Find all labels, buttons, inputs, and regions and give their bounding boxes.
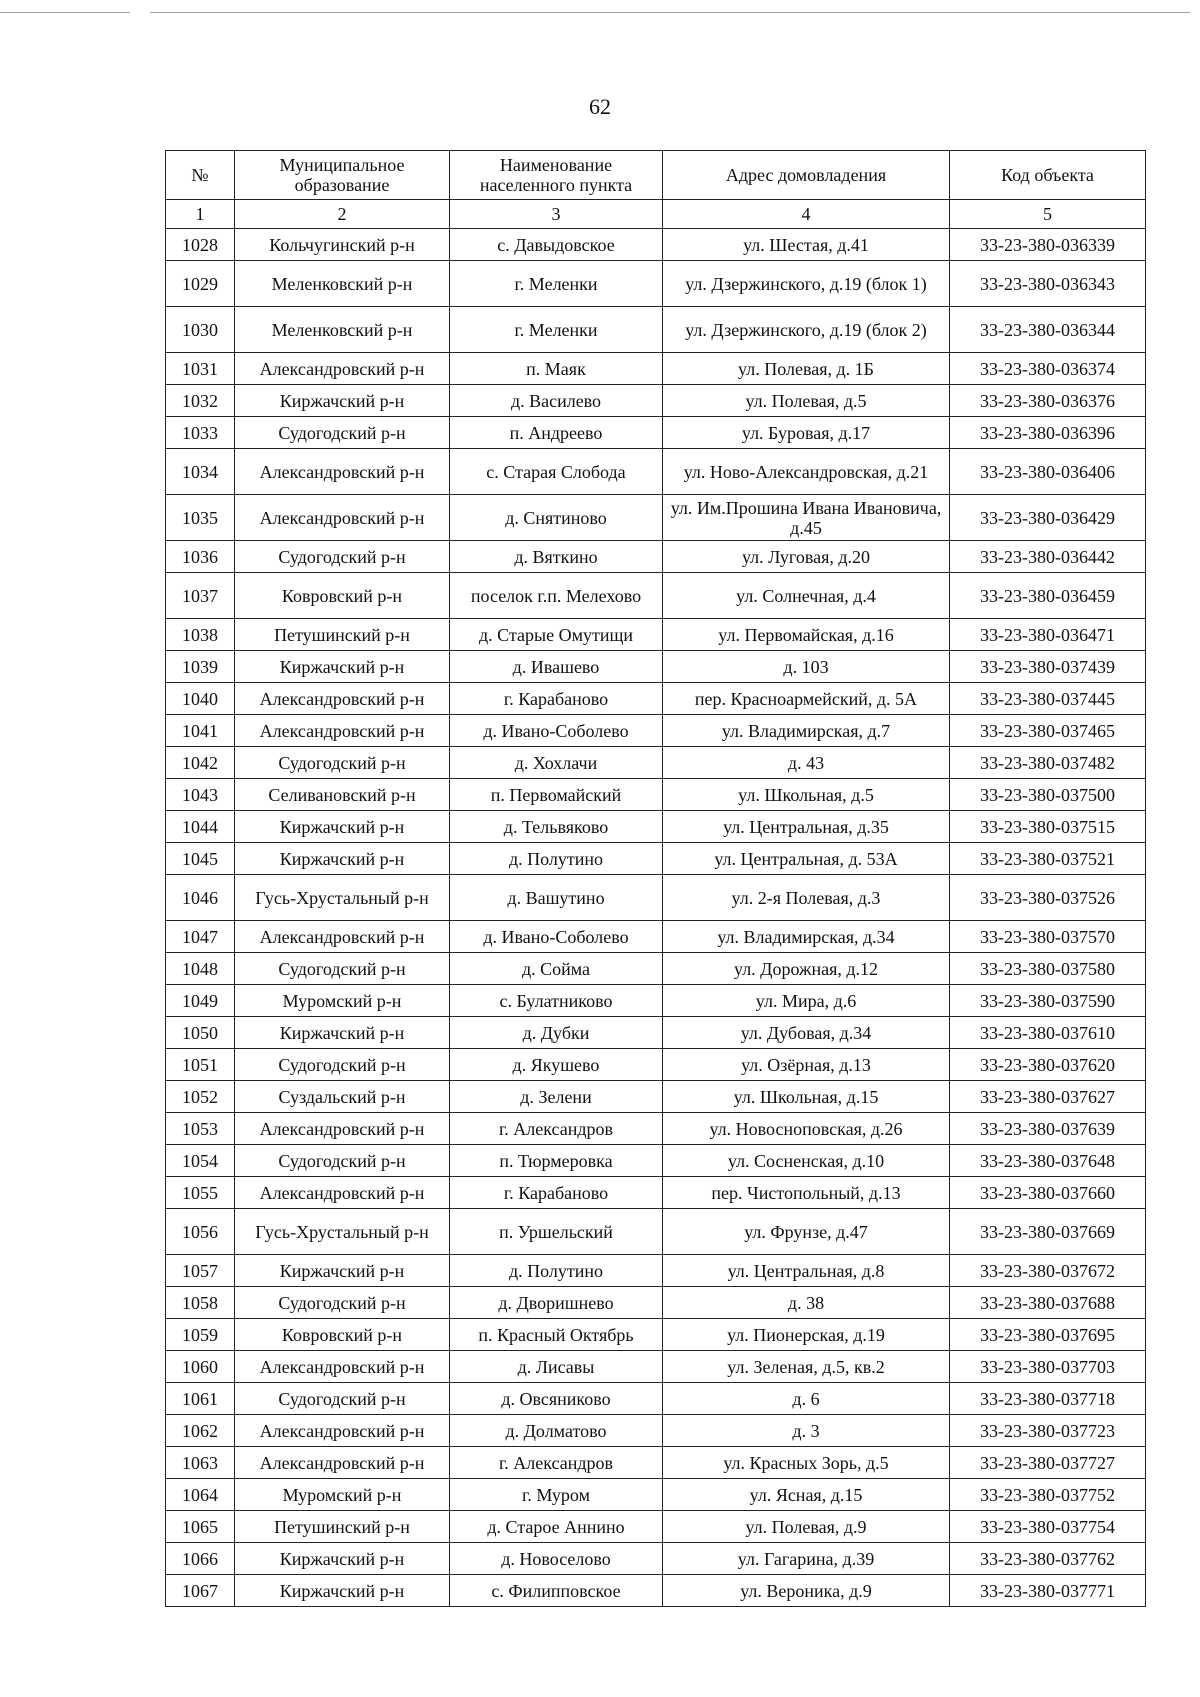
table-row bbox=[166, 779, 1146, 811]
object-code-cell: 33-23-380-037570 bbox=[950, 921, 1146, 953]
settlement-cell: г. Александров bbox=[450, 1447, 663, 1479]
settlement-cell: д. Тельвяково bbox=[450, 811, 663, 843]
scan-edge-line-left bbox=[0, 12, 130, 13]
row-number-cell: 1058 bbox=[166, 1287, 235, 1319]
table-row bbox=[166, 1383, 1146, 1415]
address-cell: пер. Красноармейский, д. 5А bbox=[663, 683, 950, 715]
row-number-cell: 1061 bbox=[166, 1383, 235, 1415]
address-cell: ул. Дорожная, д.12 bbox=[663, 953, 950, 985]
object-code-cell: 33-23-380-037439 bbox=[950, 651, 1146, 683]
municipality-cell: Александровский р-н bbox=[235, 1351, 450, 1383]
settlement-cell: д. Ивашево bbox=[450, 651, 663, 683]
address-cell: ул. Вероника, д.9 bbox=[663, 1575, 950, 1607]
column-number: 5 bbox=[950, 200, 1146, 229]
table-row bbox=[166, 353, 1146, 385]
row-number-cell: 1043 bbox=[166, 779, 235, 811]
row-number-cell: 1064 bbox=[166, 1479, 235, 1511]
object-code-cell: 33-23-380-036344 bbox=[950, 307, 1146, 353]
address-cell: пер. Чистопольный, д.13 bbox=[663, 1177, 950, 1209]
column-number: 4 bbox=[663, 200, 950, 229]
address-cell: ул. Зеленая, д.5, кв.2 bbox=[663, 1351, 950, 1383]
table-row bbox=[166, 1017, 1146, 1049]
row-number-cell: 1033 bbox=[166, 417, 235, 449]
settlement-cell: г. Карабаново bbox=[450, 683, 663, 715]
row-number-cell: 1066 bbox=[166, 1543, 235, 1575]
object-code-cell: 33-23-380-037500 bbox=[950, 779, 1146, 811]
row-number-cell: 1041 bbox=[166, 715, 235, 747]
address-cell: ул. Ясная, д.15 bbox=[663, 1479, 950, 1511]
address-cell: ул. Центральная, д. 53А bbox=[663, 843, 950, 875]
object-code-cell: 33-23-380-037695 bbox=[950, 1319, 1146, 1351]
address-cell: ул. Первомайская, д.16 bbox=[663, 619, 950, 651]
table-row bbox=[166, 261, 1146, 307]
settlement-cell: п. Тюрмеровка bbox=[450, 1145, 663, 1177]
municipality-cell: Муромский р-н bbox=[235, 1479, 450, 1511]
table-row bbox=[166, 1447, 1146, 1479]
address-cell: ул. Владимирская, д.34 bbox=[663, 921, 950, 953]
address-cell: ул. Полевая, д.9 bbox=[663, 1511, 950, 1543]
object-code-cell: 33-23-380-036374 bbox=[950, 353, 1146, 385]
settlement-cell: д. Долматово bbox=[450, 1415, 663, 1447]
row-number-cell: 1063 bbox=[166, 1447, 235, 1479]
settlement-cell: п. Маяк bbox=[450, 353, 663, 385]
settlement-cell: д. Василево bbox=[450, 385, 663, 417]
municipality-cell: Меленковский р-н bbox=[235, 261, 450, 307]
municipality-cell: Киржачский р-н bbox=[235, 811, 450, 843]
address-cell: ул. Гагарина, д.39 bbox=[663, 1543, 950, 1575]
row-number-cell: 1030 bbox=[166, 307, 235, 353]
table-row bbox=[166, 449, 1146, 495]
object-code-cell: 33-23-380-036343 bbox=[950, 261, 1146, 307]
object-code-cell: 33-23-380-037771 bbox=[950, 1575, 1146, 1607]
object-code-cell: 33-23-380-037727 bbox=[950, 1447, 1146, 1479]
object-code-cell: 33-23-380-037754 bbox=[950, 1511, 1146, 1543]
row-number-cell: 1032 bbox=[166, 385, 235, 417]
object-code-cell: 33-23-380-037627 bbox=[950, 1081, 1146, 1113]
table-row bbox=[166, 1415, 1146, 1447]
row-number-cell: 1051 bbox=[166, 1049, 235, 1081]
table-row bbox=[166, 1145, 1146, 1177]
row-number-cell: 1067 bbox=[166, 1575, 235, 1607]
municipality-cell: Александровский р-н bbox=[235, 715, 450, 747]
municipality-cell: Ковровский р-н bbox=[235, 1319, 450, 1351]
settlement-cell: с. Давыдовское bbox=[450, 229, 663, 261]
object-code-cell: 33-23-380-037672 bbox=[950, 1255, 1146, 1287]
object-code-cell: 33-23-380-037688 bbox=[950, 1287, 1146, 1319]
row-number-cell: 1046 bbox=[166, 875, 235, 921]
settlement-cell: д. Вяткино bbox=[450, 541, 663, 573]
settlement-cell: с. Филипповское bbox=[450, 1575, 663, 1607]
row-number-cell: 1049 bbox=[166, 985, 235, 1017]
settlement-cell: г. Карабаново bbox=[450, 1177, 663, 1209]
table-row bbox=[166, 811, 1146, 843]
address-cell: ул. Луговая, д.20 bbox=[663, 541, 950, 573]
municipality-cell: Судогодский р-н bbox=[235, 1145, 450, 1177]
column-number: 2 bbox=[235, 200, 450, 229]
object-code-cell: 33-23-380-036442 bbox=[950, 541, 1146, 573]
settlement-cell: д. Зелени bbox=[450, 1081, 663, 1113]
table-row bbox=[166, 1177, 1146, 1209]
settlement-cell: д. Старые Омутищи bbox=[450, 619, 663, 651]
object-code-cell: 33-23-380-037660 bbox=[950, 1177, 1146, 1209]
settlement-cell: д. Хохлачи bbox=[450, 747, 663, 779]
address-cell: д. 43 bbox=[663, 747, 950, 779]
table-row bbox=[166, 1319, 1146, 1351]
table-row bbox=[166, 619, 1146, 651]
settlement-cell: г. Александров bbox=[450, 1113, 663, 1145]
table-row bbox=[166, 1255, 1146, 1287]
municipality-cell: Киржачский р-н bbox=[235, 843, 450, 875]
row-number-cell: 1034 bbox=[166, 449, 235, 495]
address-cell: ул. Пионерская, д.19 bbox=[663, 1319, 950, 1351]
settlement-cell: д. Дубки bbox=[450, 1017, 663, 1049]
row-number-cell: 1045 bbox=[166, 843, 235, 875]
object-code-cell: 33-23-380-037762 bbox=[950, 1543, 1146, 1575]
address-cell: ул. Полевая, д. 1Б bbox=[663, 353, 950, 385]
table-row bbox=[166, 1209, 1146, 1255]
object-code-cell: 33-23-380-037620 bbox=[950, 1049, 1146, 1081]
object-code-cell: 33-23-380-037580 bbox=[950, 953, 1146, 985]
municipality-cell: Александровский р-н bbox=[235, 1447, 450, 1479]
object-code-cell: 33-23-380-036471 bbox=[950, 619, 1146, 651]
municipality-cell: Судогодский р-н bbox=[235, 541, 450, 573]
object-code-cell: 33-23-380-037526 bbox=[950, 875, 1146, 921]
header-object-code: Код объекта bbox=[950, 151, 1146, 200]
table-row bbox=[166, 1543, 1146, 1575]
object-code-cell: 33-23-380-036396 bbox=[950, 417, 1146, 449]
table-body bbox=[166, 229, 1146, 1607]
object-code-cell: 33-23-380-037723 bbox=[950, 1415, 1146, 1447]
table-row bbox=[166, 1081, 1146, 1113]
municipality-cell: Меленковский р-н bbox=[235, 307, 450, 353]
settlement-cell: п. Первомайский bbox=[450, 779, 663, 811]
municipality-cell: Судогодский р-н bbox=[235, 1383, 450, 1415]
row-number-cell: 1059 bbox=[166, 1319, 235, 1351]
address-cell: ул. Сосненская, д.10 bbox=[663, 1145, 950, 1177]
settlement-cell: г. Меленки bbox=[450, 261, 663, 307]
row-number-cell: 1052 bbox=[166, 1081, 235, 1113]
settlement-cell: д. Вашутино bbox=[450, 875, 663, 921]
object-code-cell: 33-23-380-037465 bbox=[950, 715, 1146, 747]
settlement-cell: д. Ивано-Соболево bbox=[450, 715, 663, 747]
object-code-cell: 33-23-380-036376 bbox=[950, 385, 1146, 417]
address-cell: ул. Красных Зорь, д.5 bbox=[663, 1447, 950, 1479]
municipality-cell: Муромский р-н bbox=[235, 985, 450, 1017]
table-row bbox=[166, 417, 1146, 449]
row-number-cell: 1062 bbox=[166, 1415, 235, 1447]
object-code-cell: 33-23-380-037521 bbox=[950, 843, 1146, 875]
settlement-cell: д. Старое Аннино bbox=[450, 1511, 663, 1543]
settlement-cell: п. Андреево bbox=[450, 417, 663, 449]
municipality-cell: Киржачский р-н bbox=[235, 385, 450, 417]
municipality-cell: Александровский р-н bbox=[235, 353, 450, 385]
municipality-cell: Судогодский р-н bbox=[235, 1049, 450, 1081]
municipality-cell: Александровский р-н bbox=[235, 1177, 450, 1209]
row-number-cell: 1042 bbox=[166, 747, 235, 779]
row-number-cell: 1044 bbox=[166, 811, 235, 843]
object-code-cell: 33-23-380-037703 bbox=[950, 1351, 1146, 1383]
settlement-cell: д. Снятиново bbox=[450, 495, 663, 541]
municipality-cell: Киржачский р-н bbox=[235, 651, 450, 683]
address-cell: ул. Озёрная, д.13 bbox=[663, 1049, 950, 1081]
object-code-cell: 33-23-380-037648 bbox=[950, 1145, 1146, 1177]
row-number-cell: 1035 bbox=[166, 495, 235, 541]
municipality-cell: Александровский р-н bbox=[235, 921, 450, 953]
row-number-cell: 1056 bbox=[166, 1209, 235, 1255]
address-cell: ул. Полевая, д.5 bbox=[663, 385, 950, 417]
settlement-cell: г. Меленки bbox=[450, 307, 663, 353]
object-code-cell: 33-23-380-036459 bbox=[950, 573, 1146, 619]
object-code-cell: 33-23-380-036429 bbox=[950, 495, 1146, 541]
object-code-cell: 33-23-380-037610 bbox=[950, 1017, 1146, 1049]
settlement-cell: д. Ивано-Соболево bbox=[450, 921, 663, 953]
row-number-cell: 1060 bbox=[166, 1351, 235, 1383]
table-row bbox=[166, 229, 1146, 261]
address-cell: ул. Владимирская, д.7 bbox=[663, 715, 950, 747]
municipality-cell: Киржачский р-н bbox=[235, 1255, 450, 1287]
row-number-cell: 1036 bbox=[166, 541, 235, 573]
address-cell: ул. Им.Прошина Ивана Ивановича, д.45 bbox=[663, 495, 950, 541]
address-cell: ул. Мира, д.6 bbox=[663, 985, 950, 1017]
table-row bbox=[166, 1287, 1146, 1319]
table-row bbox=[166, 843, 1146, 875]
address-cell: д. 3 bbox=[663, 1415, 950, 1447]
settlement-cell: г. Муром bbox=[450, 1479, 663, 1511]
page-number: 62 bbox=[589, 94, 611, 119]
address-cell: ул. Школьная, д.15 bbox=[663, 1081, 950, 1113]
table-row bbox=[166, 715, 1146, 747]
municipality-cell: Петушинский р-н bbox=[235, 619, 450, 651]
settlement-cell: д. Полутино bbox=[450, 1255, 663, 1287]
municipality-cell: Александровский р-н bbox=[235, 495, 450, 541]
row-number-cell: 1050 bbox=[166, 1017, 235, 1049]
object-code-cell: 33-23-380-037590 bbox=[950, 985, 1146, 1017]
table-row bbox=[166, 953, 1146, 985]
table-row bbox=[166, 1575, 1146, 1607]
table-row bbox=[166, 573, 1146, 619]
table-row bbox=[166, 541, 1146, 573]
table-row bbox=[166, 921, 1146, 953]
address-cell: ул. Буровая, д.17 bbox=[663, 417, 950, 449]
table-row bbox=[166, 1351, 1146, 1383]
column-number: 3 bbox=[450, 200, 663, 229]
row-number-cell: 1055 bbox=[166, 1177, 235, 1209]
municipality-cell: Судогодский р-н bbox=[235, 747, 450, 779]
address-cell: ул. Солнечная, д.4 bbox=[663, 573, 950, 619]
object-code-cell: 33-23-380-037752 bbox=[950, 1479, 1146, 1511]
row-number-cell: 1039 bbox=[166, 651, 235, 683]
table-row bbox=[166, 495, 1146, 541]
row-number-cell: 1047 bbox=[166, 921, 235, 953]
object-code-cell: 33-23-380-037639 bbox=[950, 1113, 1146, 1145]
municipality-cell: Киржачский р-н bbox=[235, 1017, 450, 1049]
row-number-cell: 1040 bbox=[166, 683, 235, 715]
table-header bbox=[166, 151, 1146, 229]
row-number-cell: 1031 bbox=[166, 353, 235, 385]
municipality-cell: Киржачский р-н bbox=[235, 1575, 450, 1607]
column-number: 1 bbox=[166, 200, 235, 229]
address-cell: ул. Центральная, д.8 bbox=[663, 1255, 950, 1287]
scan-edge-line-right bbox=[150, 12, 1190, 13]
table-row bbox=[166, 875, 1146, 921]
address-cell: ул. Школьная, д.5 bbox=[663, 779, 950, 811]
registry-table bbox=[165, 150, 1146, 1607]
row-number-cell: 1028 bbox=[166, 229, 235, 261]
address-cell: д. 103 bbox=[663, 651, 950, 683]
address-cell: ул. Фрунзе, д.47 bbox=[663, 1209, 950, 1255]
row-number-cell: 1065 bbox=[166, 1511, 235, 1543]
municipality-cell: Гусь-Хрустальный р-н bbox=[235, 875, 450, 921]
settlement-cell: д. Сойма bbox=[450, 953, 663, 985]
municipality-cell: Петушинский р-н bbox=[235, 1511, 450, 1543]
address-cell: ул. Новоснопoвская, д.26 bbox=[663, 1113, 950, 1145]
row-number-cell: 1038 bbox=[166, 619, 235, 651]
settlement-cell: д. Новоселово bbox=[450, 1543, 663, 1575]
municipality-cell: Киржачский р-н bbox=[235, 1543, 450, 1575]
settlement-cell: с. Булатниково bbox=[450, 985, 663, 1017]
table-row bbox=[166, 651, 1146, 683]
address-cell: ул. Ново-Александровская, д.21 bbox=[663, 449, 950, 495]
table-row bbox=[166, 747, 1146, 779]
settlement-cell: д. Овсяниково bbox=[450, 1383, 663, 1415]
row-number-cell: 1048 bbox=[166, 953, 235, 985]
row-number-cell: 1054 bbox=[166, 1145, 235, 1177]
object-code-cell: 33-23-380-037718 bbox=[950, 1383, 1146, 1415]
table-row bbox=[166, 1511, 1146, 1543]
settlement-cell: д. Якушево bbox=[450, 1049, 663, 1081]
address-cell: ул. Дзержинского, д.19 (блок 2) bbox=[663, 307, 950, 353]
object-code-cell: 33-23-380-036406 bbox=[950, 449, 1146, 495]
settlement-cell: д. Дворишнево bbox=[450, 1287, 663, 1319]
settlement-cell: п. Уршельский bbox=[450, 1209, 663, 1255]
settlement-cell: д. Полутино bbox=[450, 843, 663, 875]
municipality-cell: Селивановский р-н bbox=[235, 779, 450, 811]
municipality-cell: Александровский р-н bbox=[235, 1113, 450, 1145]
settlement-cell: п. Красный Октябрь bbox=[450, 1319, 663, 1351]
municipality-cell: Александровский р-н bbox=[235, 1415, 450, 1447]
address-cell: ул. 2-я Полевая, д.3 bbox=[663, 875, 950, 921]
object-code-cell: 33-23-380-037445 bbox=[950, 683, 1146, 715]
municipality-cell: Кольчугинский р-н bbox=[235, 229, 450, 261]
object-code-cell: 33-23-380-037669 bbox=[950, 1209, 1146, 1255]
settlement-cell: д. Лисавы bbox=[450, 1351, 663, 1383]
municipality-cell: Суздальский р-н bbox=[235, 1081, 450, 1113]
address-cell: ул. Дубовая, д.34 bbox=[663, 1017, 950, 1049]
table-row bbox=[166, 307, 1146, 353]
settlement-cell: с. Старая Слобода bbox=[450, 449, 663, 495]
header-settlement: Наименование населенного пункта bbox=[450, 151, 663, 200]
municipality-cell: Судогодский р-н bbox=[235, 953, 450, 985]
municipality-cell: Гусь-Хрустальный р-н bbox=[235, 1209, 450, 1255]
table-row bbox=[166, 1113, 1146, 1145]
row-number-cell: 1053 bbox=[166, 1113, 235, 1145]
row-number-cell: 1057 bbox=[166, 1255, 235, 1287]
header-municipality: Муниципальное образование bbox=[235, 151, 450, 200]
row-number-cell: 1029 bbox=[166, 261, 235, 307]
address-cell: ул. Шестая, д.41 bbox=[663, 229, 950, 261]
header-number: № bbox=[166, 151, 235, 200]
table-row bbox=[166, 683, 1146, 715]
object-code-cell: 33-23-380-037482 bbox=[950, 747, 1146, 779]
municipality-cell: Александровский р-н bbox=[235, 683, 450, 715]
municipality-cell: Ковровский р-н bbox=[235, 573, 450, 619]
object-code-cell: 33-23-380-037515 bbox=[950, 811, 1146, 843]
municipality-cell: Судогодский р-н bbox=[235, 417, 450, 449]
address-cell: д. 38 bbox=[663, 1287, 950, 1319]
object-code-cell: 33-23-380-036339 bbox=[950, 229, 1146, 261]
address-cell: ул. Дзержинского, д.19 (блок 1) bbox=[663, 261, 950, 307]
header-address: Адрес домовладения bbox=[663, 151, 950, 200]
address-cell: ул. Центральная, д.35 bbox=[663, 811, 950, 843]
table-row bbox=[166, 385, 1146, 417]
municipality-cell: Александровский р-н bbox=[235, 449, 450, 495]
address-cell: д. 6 bbox=[663, 1383, 950, 1415]
row-number-cell: 1037 bbox=[166, 573, 235, 619]
settlement-cell: поселок г.п. Мелехово bbox=[450, 573, 663, 619]
table-row bbox=[166, 1479, 1146, 1511]
municipality-cell: Судогодский р-н bbox=[235, 1287, 450, 1319]
table-row bbox=[166, 1049, 1146, 1081]
table-row bbox=[166, 985, 1146, 1017]
